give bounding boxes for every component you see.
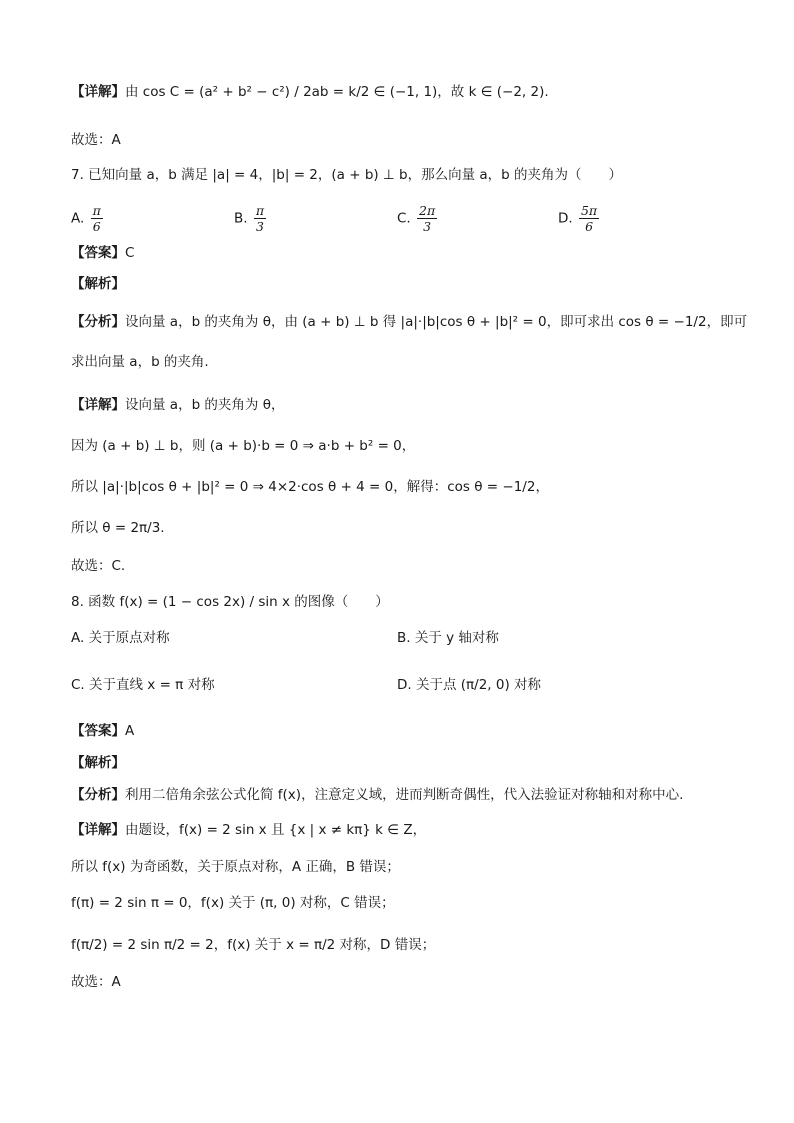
q8-option-d: D. 关于点 (π/2, 0) 对称	[397, 677, 542, 693]
detail-text: 由题设，f(x) = 2 sin x 且 {x | x ≠ kπ} k ∈ Z，	[125, 822, 427, 838]
q7-option-b	[234, 203, 268, 234]
question-7: 7. 已知向量 a，b 满足 |a| = 4，|b| = 2，(a + b) ⊥ b，那么向量 a，b 的夹角为（ ）	[71, 167, 622, 183]
step-2-q8: f(π) = 2 sin π = 0，f(x) 关于 (π, 0) 对称，C 错误；	[71, 895, 395, 911]
answer-choice-q8: 故选：A	[71, 974, 121, 990]
analysis-heading-q8	[71, 753, 125, 773]
frac-den: 3	[423, 219, 432, 234]
answer-line-q8	[71, 721, 134, 741]
option-fraction	[254, 203, 266, 234]
step-3-q7: 所以 θ = 2π/3.	[71, 520, 165, 536]
step-1-q7: 因为 (a + b) ⊥ b，则 (a + b)·b = 0 ⇒ a·b + b² = 0，	[71, 438, 416, 454]
frac-num: π	[92, 203, 101, 218]
answer-choice-q7: 故选：C.	[71, 558, 126, 574]
answer-line-q7	[71, 243, 134, 263]
option-label: D.	[558, 210, 573, 227]
answer-text: C	[125, 245, 135, 261]
detail-line-q7	[71, 395, 284, 415]
detail-tag: 【详解】	[71, 397, 125, 413]
analysis-text: 设向量 a，b 的夹角为 θ，由 (a + b) ⊥ b 得 |a|·|b|cos θ + |b|² = 0，即可求出 cos θ = −1/2，即可	[125, 314, 748, 330]
frac-den: 3	[255, 219, 264, 234]
option-label: C.	[397, 210, 411, 227]
q8-option-a: A. 关于原点对称	[71, 630, 170, 646]
step-3-q8: f(π/2) = 2 sin π/2 = 2，f(x) 关于 x = π/2 对称，D 错误；	[71, 937, 436, 953]
analysis-line-q7-cont: 求出向量 a，b 的夹角.	[71, 354, 209, 370]
analysis-tag: 【解析】	[71, 755, 125, 771]
answer-choice-q6: 故选：A	[71, 132, 121, 148]
analysis-sub-tag: 【分析】	[71, 314, 125, 330]
answer-text: A	[125, 723, 135, 739]
answer-tag: 【答案】	[71, 723, 125, 739]
detail-text: 设向量 a，b 的夹角为 θ，	[125, 397, 285, 413]
frac-num: π	[255, 203, 265, 218]
step-2-q7: 所以 |a|·|b|cos θ + |b|² = 0 ⇒ 4×2·cos θ + 4 = 0，解得：cos θ = −1/2，	[71, 479, 549, 495]
option-fraction	[91, 203, 103, 234]
q8-option-c: C. 关于直线 x = π 对称	[71, 677, 215, 693]
analysis-sub-tag: 【分析】	[71, 787, 125, 803]
frac-den: 6	[585, 219, 594, 234]
q7-option-a	[71, 203, 105, 234]
q7-option-d	[558, 203, 601, 234]
analysis-tag: 【解析】	[71, 276, 125, 292]
analysis-line-q7	[71, 312, 747, 332]
analysis-text: 利用二倍角余弦公式化简 f(x)，注意定义域，进而判断奇偶性，代入法验证对称轴和对称中心.	[125, 787, 684, 803]
option-fraction	[417, 203, 437, 234]
frac-den: 6	[92, 219, 101, 234]
step-1-q8: 所以 f(x) 为奇函数，关于原点对称，A 正确，B 错误；	[71, 859, 400, 875]
frac-num: 2π	[419, 203, 436, 218]
option-fraction	[579, 203, 599, 234]
analysis-heading-q7	[71, 274, 125, 294]
q7-option-c	[397, 203, 439, 234]
option-label: A.	[71, 210, 85, 227]
q8-option-b: B. 关于 y 轴对称	[397, 630, 499, 646]
frac-num: 5π	[580, 203, 598, 218]
detail-line-q8	[71, 820, 426, 840]
detail-tag: 【详解】	[71, 84, 125, 100]
question-8: 8. 函数 f(x) = (1 − cos 2x) / sin x 的图像（ ）	[71, 594, 389, 610]
answer-tag: 【答案】	[71, 245, 125, 261]
detail-tag: 【详解】	[71, 822, 125, 838]
option-label: B.	[234, 210, 248, 227]
analysis-line-q8	[71, 785, 683, 805]
detail-line-q6	[71, 82, 549, 102]
detail-text: 由 cos C = (a² + b² − c²) / 2ab = k/2 ∈ (−1, 1)，故 k ∈ (−2, 2).	[125, 84, 549, 100]
